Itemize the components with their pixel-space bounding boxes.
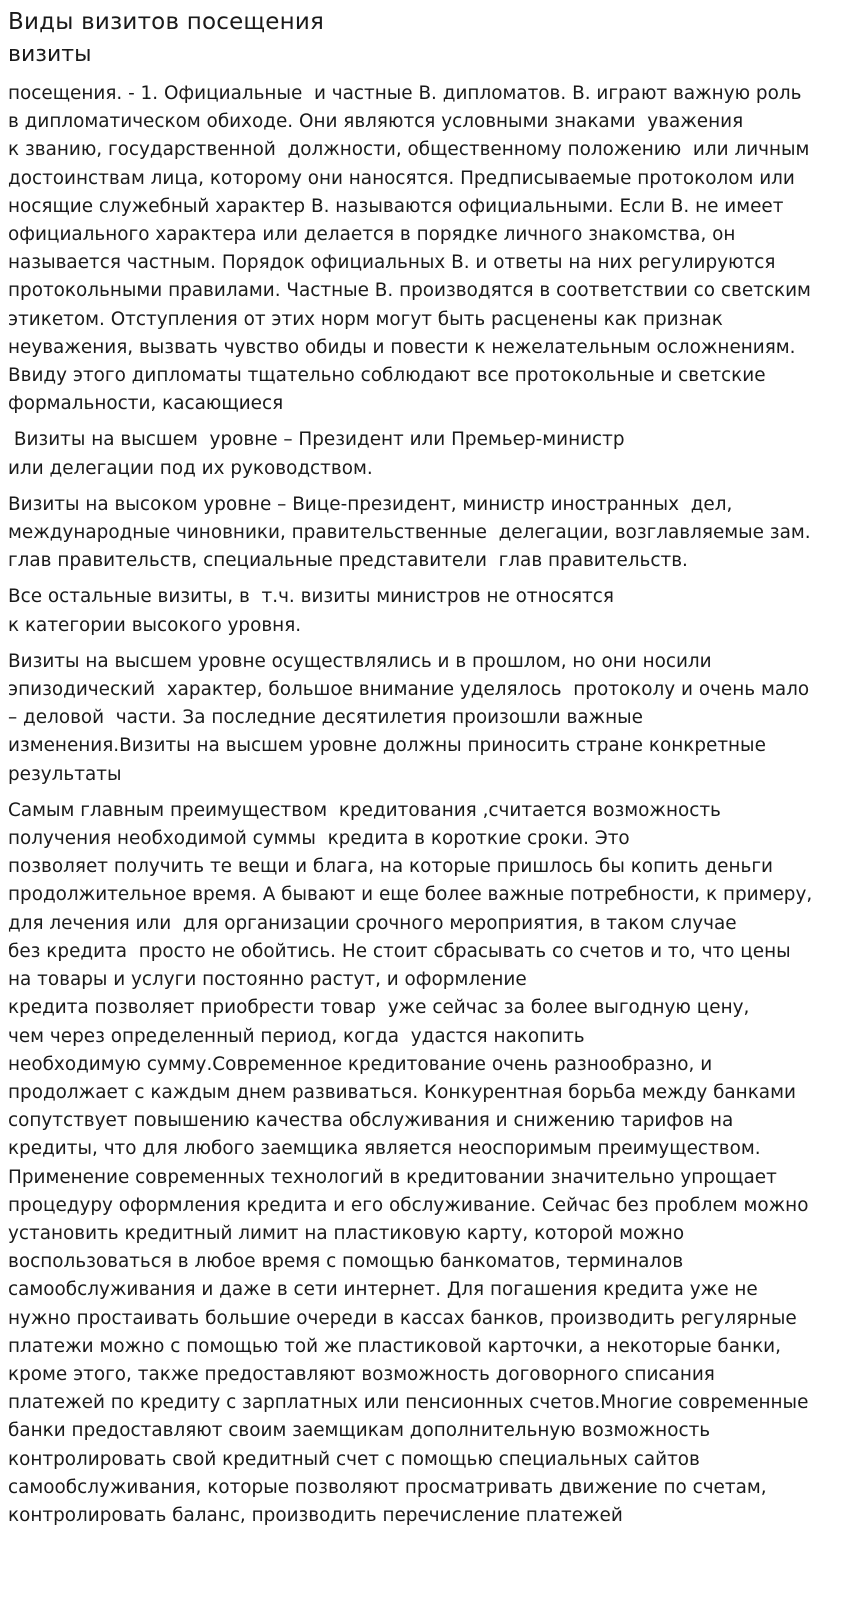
paragraph-other-visits: Все остальные визиты, в т.ч. визиты министров не относятся к категории высокого уровня. bbox=[8, 586, 614, 636]
paragraph-high-level: Визиты на высоком уровне – Вице-президент, министр иностранных дел, международные чиновники, правительственные делегации, возглавляемые зам. глав правительств, специальные представители глав правительств. bbox=[8, 493, 811, 572]
paragraph-definition: посещения. - 1. Официальные и частные В. дипломатов. В. играют важную роль в дипломатическом обиходе. Они являются условными знаками уважения к званию, государственной должности, общественному положению или личным достоинствам лица, которому они наносятся. Предписываемые протоколом или носящие служебный характер В. называются официальными. Если В. не имеет официального характера или делается в порядке личного знакомства, он называется частным. Порядок официальных В. и ответы на них регулируются протокольными правилами. Частные В. производятся в соответствии со светским этикетом. Отступления от этих норм могут быть расценены как признак неуважения, вызвать чувство обиды и повести к нежелательным осложнениям. Ввиду этого дипломаты тщательно соблюдают все протокольные и светские формальности, касающиеся bbox=[8, 83, 811, 415]
page-title: Виды визитов посещения bbox=[8, 9, 325, 35]
paragraph-highest-level: Визиты на высшем уровне – Президент или Премьер-министр или делегации под их руководством. bbox=[8, 429, 625, 479]
paragraph-credit: Самым главным преимуществом кредитования ,считается возможность получения необходимой суммы кредита в короткие сроки. Это позволяет получить те вещи и блага, на которые пришлось бы копить деньги продолжительное время. А бывают и еще более важные потребности, к примеру, для лечения или для организации срочного мероприятия, в таком случае без кредита просто не обойтись. Не стоит сбрасывать со счетов и то, что цены на товары и услуги постоянно растут, и оформление кредита позволяет приобрести товар уже сейчас за более выгодную цену, чем через определенный период, когда удастся накопить необходимую сумму.Современное кредитование очень разнообразно, и продолжает с каждым днем развиваться. Конкурентная борьба между банками сопутствует повышению качества обслуживания и снижению тарифов на кредиты, что для любого заемщика является неоспоримым преимуществом. Применение современных технологий в кредитовании значительно упрощает процедуру оформления кредита и его обслуживание. Сейчас без проблем можно установить кредитный лимит на пластиковую карту, которой можно воспользоваться в любое время с помощью банкоматов, терминалов самообслуживания и даже в сети интернет. Для погашения кредита уже не нужно простаивать большие очереди в кассах банков, производить регулярные платежи можно с помощью той же пластиковой карточки, а некоторые банки, кроме этого, также предоставляют возможность договорного списания платежей по кредиту с зарплатных или пенсионных счетов.Многие современные банки предоставляют своим заемщикам дополнительную возможность контролировать свой кредитный счет с помощью специальных сайтов самообслуживания, которые позволяют просматривать движение по счетам, контролировать баланс, производить перечисление платежей bbox=[8, 799, 813, 1526]
page-subtitle: визиты bbox=[8, 42, 92, 67]
paragraph-history: Визиты на высшем уровне осуществлялись и в прошлом, но они носили эпизодический характер, большое внимание уделялось протоколу и очень мало – деловой части. За последние десятилетия произошли важные изменения.Визиты на высшем уровне должны приносить стране конкретные результаты bbox=[8, 650, 810, 785]
